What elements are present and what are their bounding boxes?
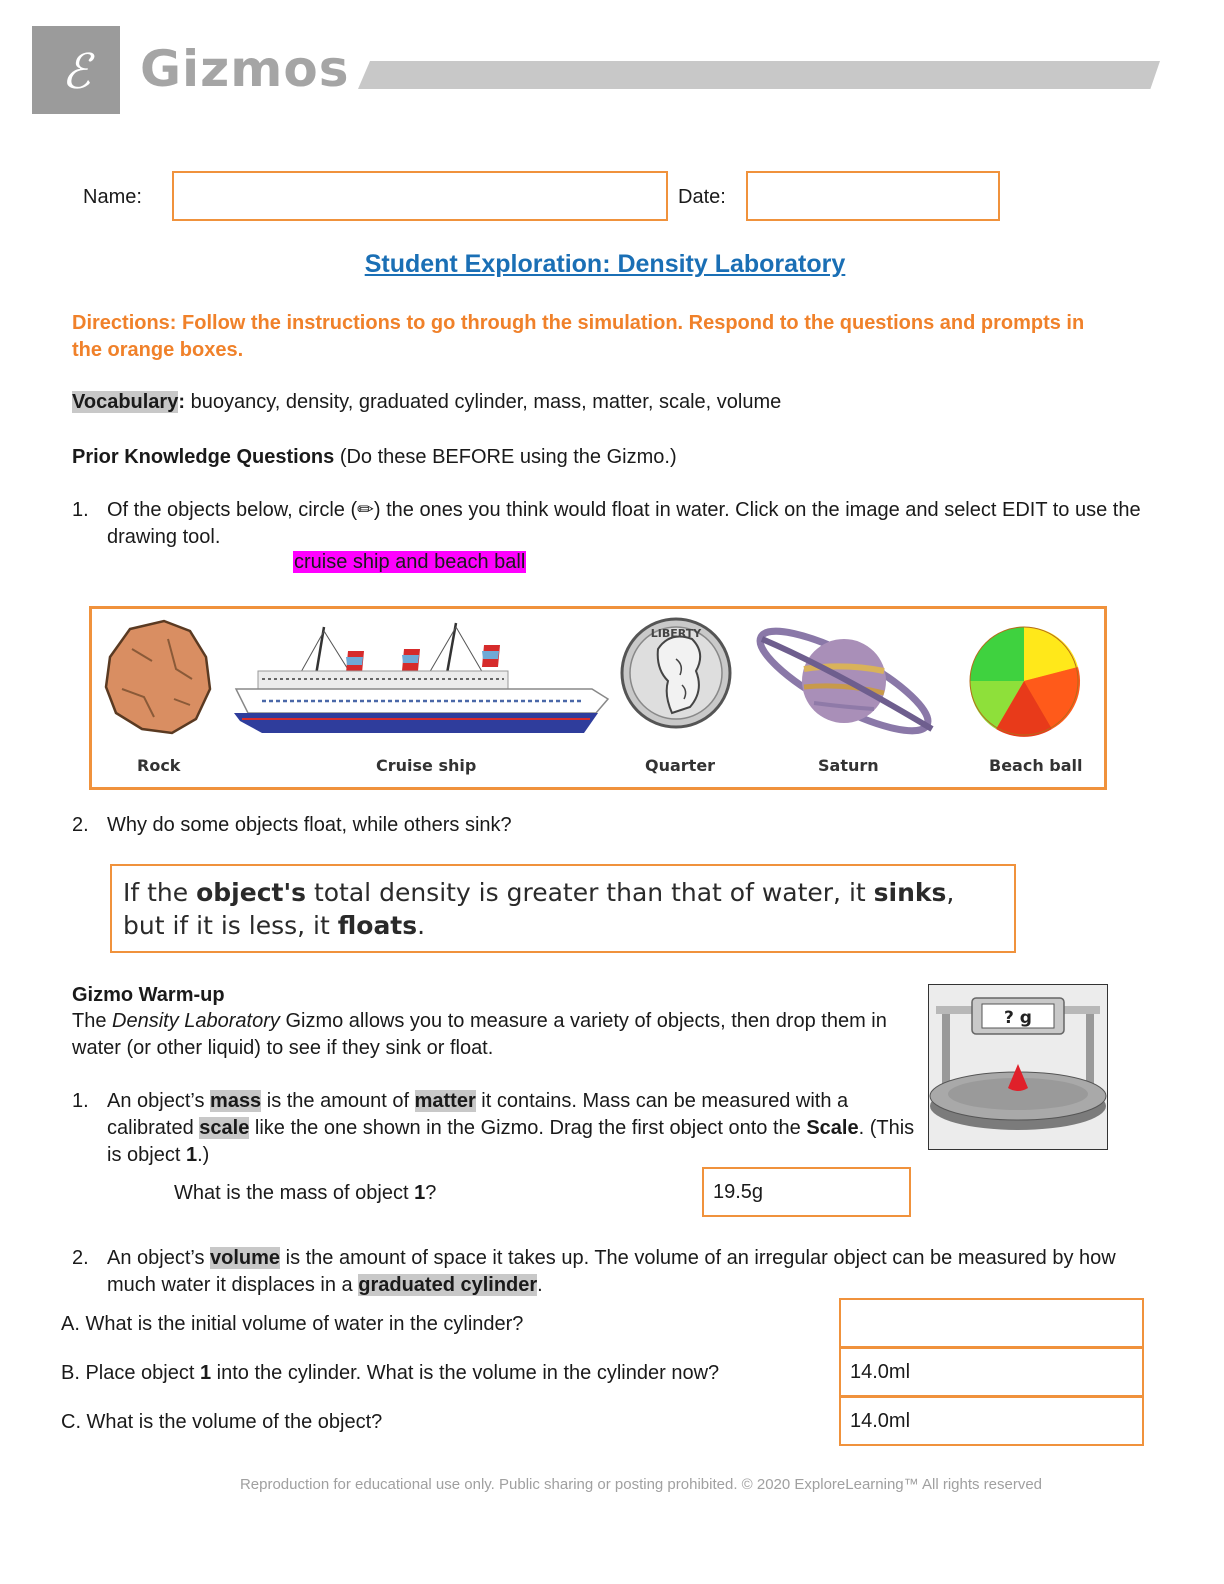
objects-image[interactable] xyxy=(89,606,1107,790)
gizmos-logo-badge xyxy=(32,26,120,114)
date-input[interactable] xyxy=(746,171,1000,221)
quarter-illustration xyxy=(622,619,730,727)
scale-image[interactable] xyxy=(928,984,1108,1150)
rock-illustration xyxy=(106,621,210,733)
q1-answer[interactable]: cruise ship and beach ball xyxy=(294,551,526,573)
mass-answer: 19.5g xyxy=(713,1181,764,1203)
date-label: Date: xyxy=(678,186,726,208)
warmup-q2-text: An object’s volume is the amount of space it takes up. The volume of an irregular object can be measured by how much water it displaces in a graduated cylinder. xyxy=(107,1247,1116,1296)
warmup-intro: The Density Laboratory Gizmo allows you to measure a variety of objects, then drop them in water (or other liquid) to see if they sink or float. xyxy=(72,1010,887,1059)
label-rock: Rock xyxy=(137,756,181,775)
q2-text: Why do some objects float, while others sink? xyxy=(107,814,512,836)
question-b: B. Place object 1 into the cylinder. What is the volume in the cylinder now? xyxy=(61,1362,720,1384)
q1-number: 1. xyxy=(72,499,89,521)
vocabulary-label: Vocabulary xyxy=(72,391,179,413)
label-beach-ball: Beach ball xyxy=(989,756,1083,775)
explorelearning-logo-icon xyxy=(32,26,120,114)
mass-answer-box[interactable] xyxy=(702,1167,911,1217)
saturn-illustration xyxy=(749,614,939,748)
scale-illustration xyxy=(928,984,1108,1150)
name-input[interactable] xyxy=(172,171,668,221)
prior-knowledge-note: (Do these BEFORE using the Gizmo.) xyxy=(334,446,677,468)
prior-knowledge-title: Prior Knowledge Questions xyxy=(72,446,335,468)
name-label: Name: xyxy=(83,186,142,208)
date-value xyxy=(748,185,757,207)
label-quarter: Quarter xyxy=(645,756,716,775)
answer-c: 14.0ml xyxy=(850,1410,911,1432)
brand-name: Gizmos xyxy=(140,40,350,98)
header-bar xyxy=(358,61,1160,89)
objects-illustration xyxy=(92,609,1104,787)
prior-knowledge-heading xyxy=(72,444,1132,471)
warmup-q1-number: 1. xyxy=(72,1090,89,1112)
label-saturn: Saturn xyxy=(818,756,879,775)
warmup-q1-text: An object’s mass is the amount of matter it contains. Mass can be measured with a calibrated scale like the one shown in the Gizmo. Drag the first object onto the Scale. (This is object 1.) xyxy=(107,1090,915,1166)
scale-display: ? g xyxy=(1004,1008,1032,1028)
answer-c-box[interactable] xyxy=(839,1396,1144,1446)
q2-answer-box[interactable] xyxy=(110,864,1016,953)
page-title: Student Exploration: Density Laboratory xyxy=(364,250,846,278)
name-value xyxy=(174,185,183,207)
cruise-ship-illustration xyxy=(234,623,608,733)
q1-text: Of the objects below, circle (✏) the ones you think would float in water. Click on the image and select EDIT to use the drawing tool. xyxy=(107,499,1141,548)
logo-glyph: ℰ xyxy=(61,44,91,100)
label-cruise-ship: Cruise ship xyxy=(376,756,477,775)
answer-a xyxy=(841,1312,850,1334)
coin-text: LIBERTY xyxy=(650,627,702,640)
answer-b-box[interactable] xyxy=(839,1347,1144,1397)
question-c: C. What is the volume of the object? xyxy=(61,1411,383,1433)
directions-text: Directions: Follow the instructions to go through the simulation. Respond to the questions and prompts in the orange boxes. xyxy=(72,312,1085,361)
vocabulary-terms: buoyancy, density, graduated cylinder, mass, matter, scale, volume xyxy=(185,391,782,413)
question-a: A. What is the initial volume of water in the cylinder? xyxy=(61,1313,524,1335)
footer-copyright: Reproduction for educational use only. Public sharing or posting prohibited. © 2020 ExploreLearning™ All rights reserved xyxy=(239,1476,1043,1493)
warmup-heading: Gizmo Warm-up xyxy=(72,984,225,1006)
vocabulary-colon: : xyxy=(178,391,186,413)
q2-number: 2. xyxy=(72,814,89,836)
mass-question: What is the mass of object 1? xyxy=(174,1182,437,1204)
warmup-q2-number: 2. xyxy=(72,1247,89,1269)
vocabulary-line xyxy=(72,389,1132,416)
beach-ball-illustration xyxy=(970,627,1080,737)
answer-b: 14.0ml xyxy=(850,1361,911,1383)
answer-a-box[interactable] xyxy=(839,1298,1144,1348)
q2-answer: If the object's total density is greater than that of water, it sinks, but if it is less, it floats. xyxy=(123,878,955,940)
